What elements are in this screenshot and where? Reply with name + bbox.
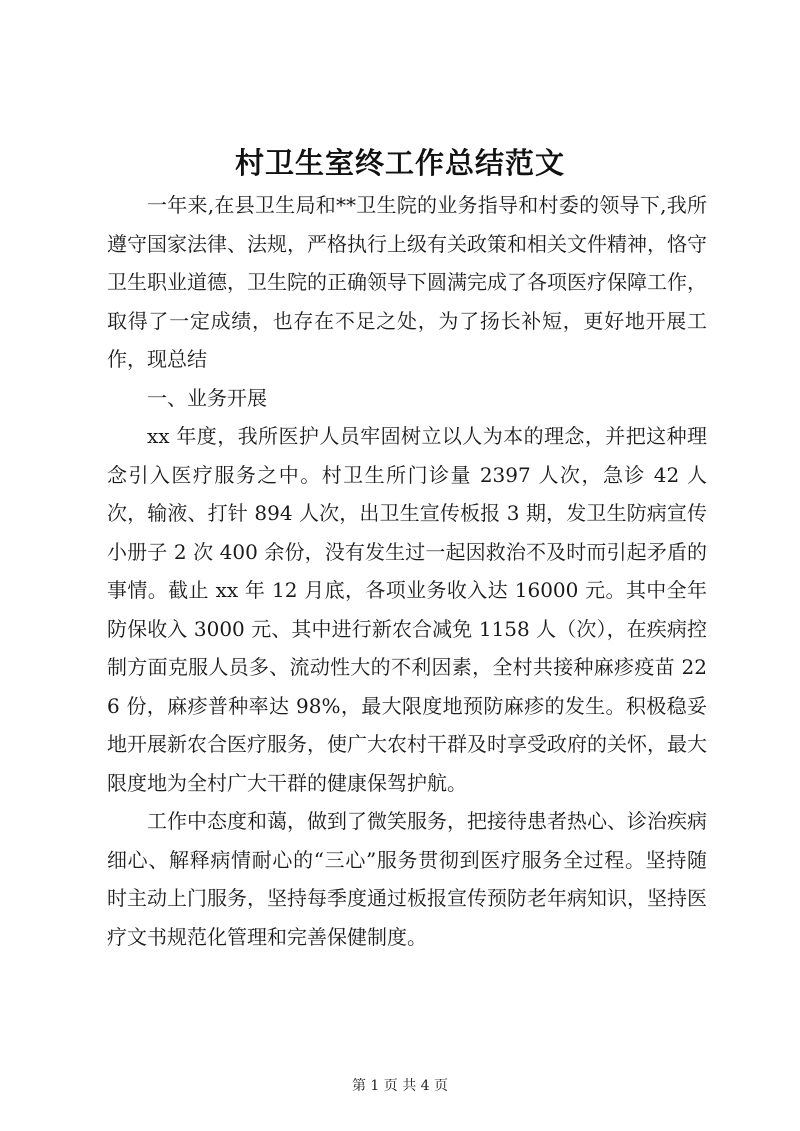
service-paragraph: 工作中态度和蔼，做到了微笑服务，把接待患者热心、诊治疾病细心、解释病情耐心的“三心”服务贯彻到医疗服务全过程。坚持随时主动上门服务，坚持每季度通过板报宣传预防老年病知识，坚持医疗文书规范化管理和完善保健制度。	[107, 809, 707, 949]
business-paragraph: xx 年度，我所医护人员牢固树立以人为本的理念，并把这种理念引入医疗服务之中。村卫生所门诊量 2397 人次，急诊 42 人次，输液、打针 894 人次，出卫生宣传板报 3 期，发卫生防病宣传小册子 2 次 400 余份，没有发生过一起因救治不及时而引起矛盾的事情。截止 xx 年 12 月底，各项业务收入达 16000 元。其中全年防保收入 3000 元、其中进行新农合减免 1158 人（次），在疾病控制方面克服人员多、流动性大的不利因素，全村共接种麻疹疫苗 226 份，麻疹普种率达 98%，最大限度地预防麻疹的发生。积极稳妥地开展新农合医疗服务，使广大农村干群及时享受政府的关怀，最大限度地为全村广大干群的健康保驾护航。	[107, 424, 707, 795]
page-number: 第 1 页 共 4 页	[351, 1078, 449, 1094]
intro-paragraph: 一年来,在县卫生局和**卫生院的业务指导和村委的领导下,我所遵守国家法律、法规，严格执行上级有关政策和相关文件精神，恪守卫生职业道德，卫生院的正确领导下圆满完成了各项医疗保障工作，取得了一定成绩，也存在不足之处，为了扬长补短，更好地开展工作，现总结	[107, 193, 707, 371]
section-heading: 一、业务开展	[147, 385, 267, 410]
document-title: 村卫生室终工作总结范文	[234, 146, 565, 180]
document-body	[107, 186, 707, 956]
